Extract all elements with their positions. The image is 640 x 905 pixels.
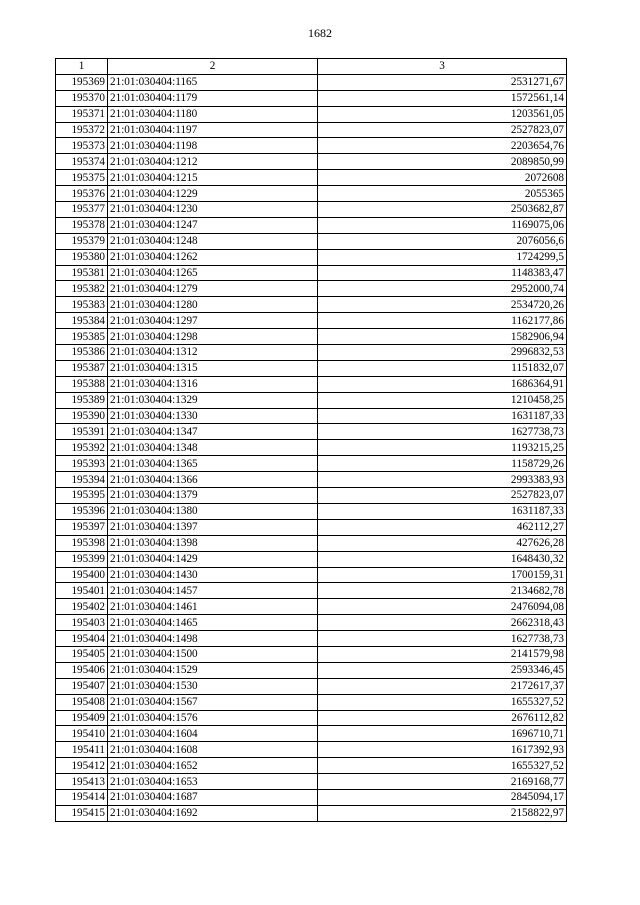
table-row: [56, 186, 567, 202]
table-row: [56, 329, 567, 345]
cadastral-number-cell: 21:01:030404:1215: [108, 170, 318, 186]
cadastral-number-cell: 21:01:030404:1398: [108, 535, 318, 551]
table-row: [56, 774, 567, 790]
table-header: [56, 59, 567, 75]
cadastral-value-cell: 2476094,08: [318, 599, 567, 615]
cadastral-value-cell: 1648430,32: [318, 551, 567, 567]
cadastral-number-cell: 21:01:030404:1347: [108, 424, 318, 440]
table-row: [56, 297, 567, 313]
row-number-cell: 195374: [56, 154, 108, 170]
header-row: [56, 59, 567, 75]
column-header-1: 1: [56, 59, 108, 75]
cadastral-value-cell: 2203654,76: [318, 138, 567, 154]
cadastral-number-cell: 21:01:030404:1465: [108, 615, 318, 631]
table-row: [56, 74, 567, 90]
page-number: 1682: [308, 26, 332, 40]
cadastral-number-cell: 21:01:030404:1608: [108, 742, 318, 758]
cadastral-value-cell: 2055365: [318, 186, 567, 202]
cadastral-value-cell: 1158729,26: [318, 456, 567, 472]
table-row: [56, 424, 567, 440]
row-number-cell: 195383: [56, 297, 108, 313]
table-row: [56, 805, 567, 821]
cadastral-number-cell: 21:01:030404:1248: [108, 233, 318, 249]
cadastral-value-cell: 1655327,52: [318, 694, 567, 710]
table-row: [56, 583, 567, 599]
cadastral-value-cell: 2593346,45: [318, 662, 567, 678]
table-row: [56, 376, 567, 392]
table-row: [56, 726, 567, 742]
table-row: [56, 662, 567, 678]
cadastral-value-cell: 1627738,73: [318, 424, 567, 440]
table-row: [56, 202, 567, 218]
row-number-cell: 195390: [56, 408, 108, 424]
cadastral-number-cell: 21:01:030404:1687: [108, 789, 318, 805]
cadastral-number-cell: 21:01:030404:1179: [108, 90, 318, 106]
cadastral-number-cell: 21:01:030404:1397: [108, 519, 318, 535]
row-number-cell: 195373: [56, 138, 108, 154]
table-row: [56, 551, 567, 567]
cadastral-value-cell: 2952000,74: [318, 281, 567, 297]
cadastral-number-cell: 21:01:030404:1230: [108, 202, 318, 218]
table-row: [56, 170, 567, 186]
row-number-cell: 195372: [56, 122, 108, 138]
row-number-cell: 195377: [56, 202, 108, 218]
cadastral-number-cell: 21:01:030404:1348: [108, 440, 318, 456]
table-row: [56, 249, 567, 265]
cadastral-number-cell: 21:01:030404:1692: [108, 805, 318, 821]
cadastral-value-cell: 2845094,17: [318, 789, 567, 805]
row-number-cell: 195409: [56, 710, 108, 726]
cadastral-number-cell: 21:01:030404:1198: [108, 138, 318, 154]
row-number-cell: 195385: [56, 329, 108, 345]
cadastral-number-cell: 21:01:030404:1165: [108, 74, 318, 90]
cadastral-number-cell: 21:01:030404:1498: [108, 631, 318, 647]
table-row: [56, 535, 567, 551]
cadastral-value-cell: 2141579,98: [318, 646, 567, 662]
cadastral-number-cell: 21:01:030404:1366: [108, 472, 318, 488]
row-number-cell: 195396: [56, 503, 108, 519]
cadastral-value-cell: 2676112,82: [318, 710, 567, 726]
cadastral-number-cell: 21:01:030404:1315: [108, 360, 318, 376]
column-header-2: 2: [108, 59, 318, 75]
table-row: [56, 472, 567, 488]
table-body: [56, 74, 567, 821]
row-number-cell: 195375: [56, 170, 108, 186]
row-number-cell: 195388: [56, 376, 108, 392]
cadastral-number-cell: 21:01:030404:1429: [108, 551, 318, 567]
table-row: [56, 519, 567, 535]
table-row: [56, 154, 567, 170]
cadastral-value-cell: 2076056,6: [318, 233, 567, 249]
row-number-cell: 195405: [56, 646, 108, 662]
table-row: [56, 138, 567, 154]
cadastral-number-cell: 21:01:030404:1365: [108, 456, 318, 472]
cadastral-value-cell: 1631187,33: [318, 408, 567, 424]
row-number-cell: 195369: [56, 74, 108, 90]
cadastral-number-cell: 21:01:030404:1298: [108, 329, 318, 345]
cadastral-value-cell: 1700159,31: [318, 567, 567, 583]
cadastral-number-cell: 21:01:030404:1280: [108, 297, 318, 313]
cadastral-value-cell: 1169075,06: [318, 217, 567, 233]
cadastral-value-cell: 2993383,93: [318, 472, 567, 488]
cadastral-number-cell: 21:01:030404:1576: [108, 710, 318, 726]
row-number-cell: 195387: [56, 360, 108, 376]
cadastral-value-cell: 427626,28: [318, 535, 567, 551]
table-row: [56, 217, 567, 233]
row-number-cell: 195384: [56, 313, 108, 329]
row-number-cell: 195407: [56, 678, 108, 694]
row-number-cell: 195408: [56, 694, 108, 710]
row-number-cell: 195395: [56, 488, 108, 504]
cadastral-number-cell: 21:01:030404:1567: [108, 694, 318, 710]
row-number-cell: 195380: [56, 249, 108, 265]
row-number-cell: 195381: [56, 265, 108, 281]
cadastral-value-cell: 1203561,05: [318, 106, 567, 122]
cadastral-value-cell: 1724299,5: [318, 249, 567, 265]
row-number-cell: 195392: [56, 440, 108, 456]
row-number-cell: 195399: [56, 551, 108, 567]
cadastral-number-cell: 21:01:030404:1653: [108, 774, 318, 790]
cadastral-value-cell: 1617392,93: [318, 742, 567, 758]
row-number-cell: 195402: [56, 599, 108, 615]
cadastral-number-cell: 21:01:030404:1229: [108, 186, 318, 202]
table-row: [56, 265, 567, 281]
row-number-cell: 195382: [56, 281, 108, 297]
cadastral-number-cell: 21:01:030404:1530: [108, 678, 318, 694]
cadastral-value-cell: 2503682,87: [318, 202, 567, 218]
row-number-cell: 195370: [56, 90, 108, 106]
cadastral-value-cell: 1631187,33: [318, 503, 567, 519]
table-row: [56, 694, 567, 710]
table-row: [56, 503, 567, 519]
cadastral-value-cell: 1148383,47: [318, 265, 567, 281]
row-number-cell: 195403: [56, 615, 108, 631]
row-number-cell: 195389: [56, 392, 108, 408]
cadastral-value-cell: 2158822,97: [318, 805, 567, 821]
table-row: [56, 313, 567, 329]
cadastral-value-cell: 2172617,37: [318, 678, 567, 694]
cadastral-value-cell: 1627738,73: [318, 631, 567, 647]
table-row: [56, 631, 567, 647]
table-row: [56, 440, 567, 456]
table-row: [56, 281, 567, 297]
cadastral-value-cell: 1151832,07: [318, 360, 567, 376]
cadastral-number-cell: 21:01:030404:1380: [108, 503, 318, 519]
row-number-cell: 195397: [56, 519, 108, 535]
row-number-cell: 195376: [56, 186, 108, 202]
row-number-cell: 195404: [56, 631, 108, 647]
cadastral-number-cell: 21:01:030404:1430: [108, 567, 318, 583]
cadastral-value-cell: 1572561,14: [318, 90, 567, 106]
table-row: [56, 90, 567, 106]
cadastral-number-cell: 21:01:030404:1180: [108, 106, 318, 122]
table-row: [56, 789, 567, 805]
cadastral-value-cell: 1686364,91: [318, 376, 567, 392]
cadastral-number-cell: 21:01:030404:1212: [108, 154, 318, 170]
cadastral-number-cell: 21:01:030404:1316: [108, 376, 318, 392]
cadastral-value-cell: 462112,27: [318, 519, 567, 535]
cadastral-value-cell: 2089850,99: [318, 154, 567, 170]
cadastral-number-cell: 21:01:030404:1197: [108, 122, 318, 138]
cadastral-number-cell: 21:01:030404:1330: [108, 408, 318, 424]
row-number-cell: 195410: [56, 726, 108, 742]
table-row: [56, 646, 567, 662]
cadastral-value-cell: 2527823,07: [318, 122, 567, 138]
cadastral-value-cell: 1210458,25: [318, 392, 567, 408]
cadastral-number-cell: 21:01:030404:1379: [108, 488, 318, 504]
row-number-cell: 195400: [56, 567, 108, 583]
table-row: [56, 488, 567, 504]
row-number-cell: 195414: [56, 789, 108, 805]
table-row: [56, 122, 567, 138]
row-number-cell: 195394: [56, 472, 108, 488]
cadastral-number-cell: 21:01:030404:1652: [108, 758, 318, 774]
row-number-cell: 195412: [56, 758, 108, 774]
cadastral-value-cell: 2531271,67: [318, 74, 567, 90]
cadastral-value-cell: 2996832,53: [318, 345, 567, 361]
cadastral-number-cell: 21:01:030404:1279: [108, 281, 318, 297]
row-number-cell: 195415: [56, 805, 108, 821]
table-row: [56, 758, 567, 774]
cadastral-number-cell: 21:01:030404:1500: [108, 646, 318, 662]
cadastral-number-cell: 21:01:030404:1604: [108, 726, 318, 742]
row-number-cell: 195413: [56, 774, 108, 790]
table-row: [56, 615, 567, 631]
table-row: [56, 456, 567, 472]
cadastral-value-cell: 2534720,26: [318, 297, 567, 313]
cadastral-value-cell: 2134682,78: [318, 583, 567, 599]
row-number-cell: 195398: [56, 535, 108, 551]
cadastral-value-cell: 2662318,43: [318, 615, 567, 631]
cadastral-value-cell: 2527823,07: [318, 488, 567, 504]
table-row: [56, 408, 567, 424]
table-row: [56, 233, 567, 249]
table-row: [56, 345, 567, 361]
row-number-cell: 195411: [56, 742, 108, 758]
cadastral-number-cell: 21:01:030404:1247: [108, 217, 318, 233]
cadastral-value-cell: 1162177,86: [318, 313, 567, 329]
cadastral-number-cell: 21:01:030404:1265: [108, 265, 318, 281]
cadastral-value-cell: 1655327,52: [318, 758, 567, 774]
cadastral-value-cell: 1193215,25: [318, 440, 567, 456]
cadastral-number-cell: 21:01:030404:1297: [108, 313, 318, 329]
row-number-cell: 195386: [56, 345, 108, 361]
cadastral-value-cell: 2169168,77: [318, 774, 567, 790]
cadastral-number-cell: 21:01:030404:1312: [108, 345, 318, 361]
row-number-cell: 195401: [56, 583, 108, 599]
table-row: [56, 106, 567, 122]
table-row: [56, 567, 567, 583]
cadastral-number-cell: 21:01:030404:1529: [108, 662, 318, 678]
cadastral-value-table: [55, 58, 567, 822]
table-row: [56, 678, 567, 694]
column-header-3: 3: [318, 59, 567, 75]
cadastral-value-cell: 1582906,94: [318, 329, 567, 345]
table-row: [56, 392, 567, 408]
table-row: [56, 710, 567, 726]
row-number-cell: 195391: [56, 424, 108, 440]
table-row: [56, 360, 567, 376]
cadastral-number-cell: 21:01:030404:1262: [108, 249, 318, 265]
row-number-cell: 195379: [56, 233, 108, 249]
row-number-cell: 195371: [56, 106, 108, 122]
row-number-cell: 195378: [56, 217, 108, 233]
table-row: [56, 742, 567, 758]
cadastral-number-cell: 21:01:030404:1457: [108, 583, 318, 599]
cadastral-number-cell: 21:01:030404:1461: [108, 599, 318, 615]
cadastral-value-cell: 1696710,71: [318, 726, 567, 742]
cadastral-value-cell: 2072608: [318, 170, 567, 186]
row-number-cell: 195406: [56, 662, 108, 678]
cadastral-number-cell: 21:01:030404:1329: [108, 392, 318, 408]
row-number-cell: 195393: [56, 456, 108, 472]
table-row: [56, 599, 567, 615]
